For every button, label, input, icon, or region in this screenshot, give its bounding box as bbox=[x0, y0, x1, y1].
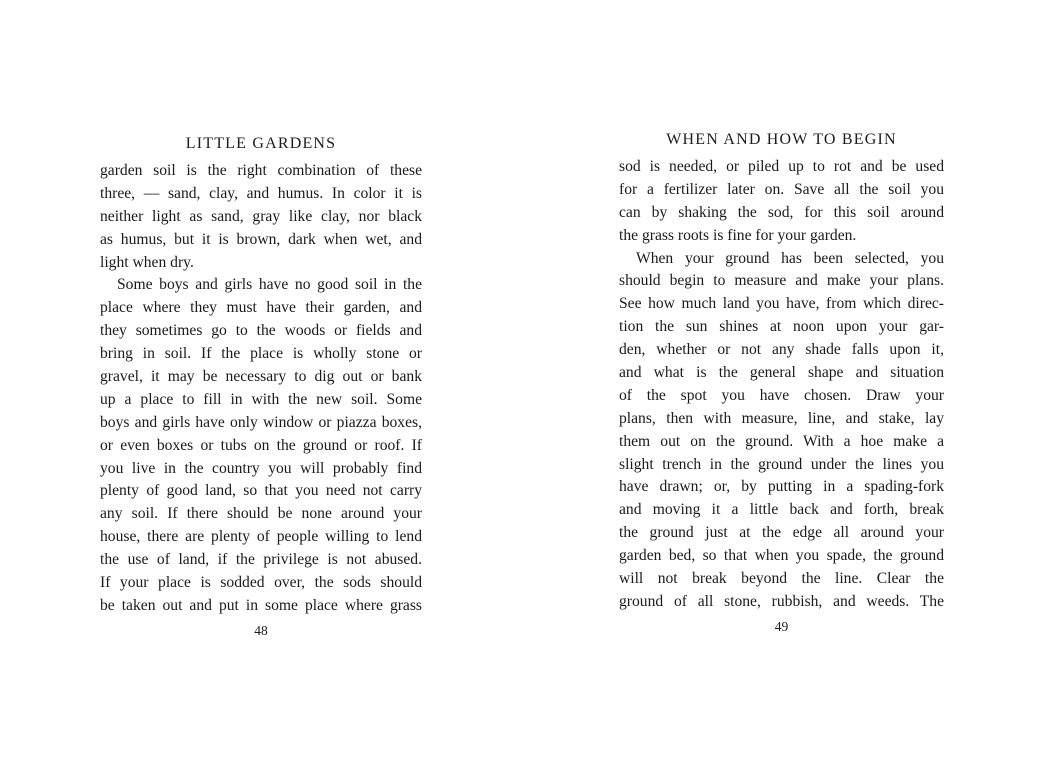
text-line: gravel, it may be necessary to dig out or bank bbox=[100, 368, 422, 386]
text-line: and what is the general shape and situation bbox=[619, 364, 944, 382]
text-line: boys and girls have only window or piazza boxes, bbox=[100, 413, 422, 431]
text-line: plenty of good land, so that you need not carry bbox=[100, 482, 422, 500]
text-line: den, whether or not any shade falls upon it, bbox=[619, 341, 944, 359]
left-page-text bbox=[100, 160, 422, 618]
text-line: tion the sun shines at noon upon your gar- bbox=[619, 318, 944, 336]
text-line: the use of land, if the privilege is not abused. bbox=[100, 551, 422, 569]
left-page bbox=[100, 132, 422, 640]
text-line: plans, then with measure, line, and stake, lay bbox=[619, 409, 944, 427]
text-line: should begin to measure and make your plans. bbox=[619, 272, 944, 290]
text-line: See how much land you have, from which direc- bbox=[619, 295, 944, 313]
text-line: neither light as sand, gray like clay, nor black bbox=[100, 207, 422, 225]
text-line: house, there are plenty of people willing to lend bbox=[100, 528, 422, 546]
text-line: Some boys and girls have no good soil in the bbox=[117, 276, 422, 294]
text-line: any soil. If there should be none around your bbox=[100, 505, 422, 523]
text-line: and moving it a little back and forth, break bbox=[619, 501, 944, 519]
text-line: When your ground has been selected, you bbox=[636, 249, 944, 267]
text-line: them out on the ground. With a hoe make a bbox=[619, 432, 944, 450]
text-line: can by shaking the sod, for this soil around bbox=[619, 203, 944, 221]
text-line: garden soil is the right combination of these bbox=[100, 162, 422, 179]
page-number-left: 48 bbox=[254, 622, 268, 638]
text-line: the grass roots is fine for your garden. bbox=[619, 226, 857, 244]
right-page-text bbox=[619, 156, 944, 614]
page-number-right: 49 bbox=[774, 618, 789, 634]
text-line: up a place to fill in with the new soil. Some bbox=[100, 390, 422, 408]
text-line: If your place is sodded over, the sods should bbox=[100, 574, 422, 592]
text-line: as humus, but it is brown, dark when wet, and bbox=[100, 230, 422, 248]
text-line: place where they must have their garden, and bbox=[100, 299, 422, 317]
running-head-right: WHEN AND HOW TO BEGIN bbox=[666, 131, 897, 148]
text-line: be taken out and put in some place where grass bbox=[100, 596, 422, 614]
text-line: ground of all stone, rubbish, and weeds. The bbox=[619, 592, 944, 610]
text-line: three, — sand, clay, and humus. In color it is bbox=[100, 184, 422, 202]
text-line: for a fertilizer later on. Save all the soil you bbox=[619, 180, 944, 198]
right-page bbox=[619, 128, 944, 636]
text-line: will not break beyond the line. Clear the bbox=[619, 570, 944, 588]
text-line: bring in soil. If the place is wholly stone or bbox=[100, 345, 422, 363]
text-line: light when dry. bbox=[100, 253, 194, 271]
text-line: you live in the country you will probably find bbox=[100, 459, 422, 477]
text-line: or even boxes or tubs on the ground or roof. If bbox=[100, 436, 422, 454]
text-line: have drawn; or, by putting in a spading-fork bbox=[619, 478, 944, 496]
text-line: the ground just at the edge all around your bbox=[619, 524, 944, 542]
text-line: slight trench in the ground under the lines you bbox=[619, 455, 944, 473]
text-line: they sometimes go to the woods or fields and bbox=[100, 322, 422, 340]
text-line: sod is needed, or piled up to rot and be used bbox=[619, 158, 944, 175]
text-line: garden bed, so that when you spade, the ground bbox=[619, 547, 944, 565]
text-line: of the spot you have chosen. Draw your bbox=[619, 386, 944, 404]
running-head-left: LITTLE GARDENS bbox=[185, 135, 337, 152]
